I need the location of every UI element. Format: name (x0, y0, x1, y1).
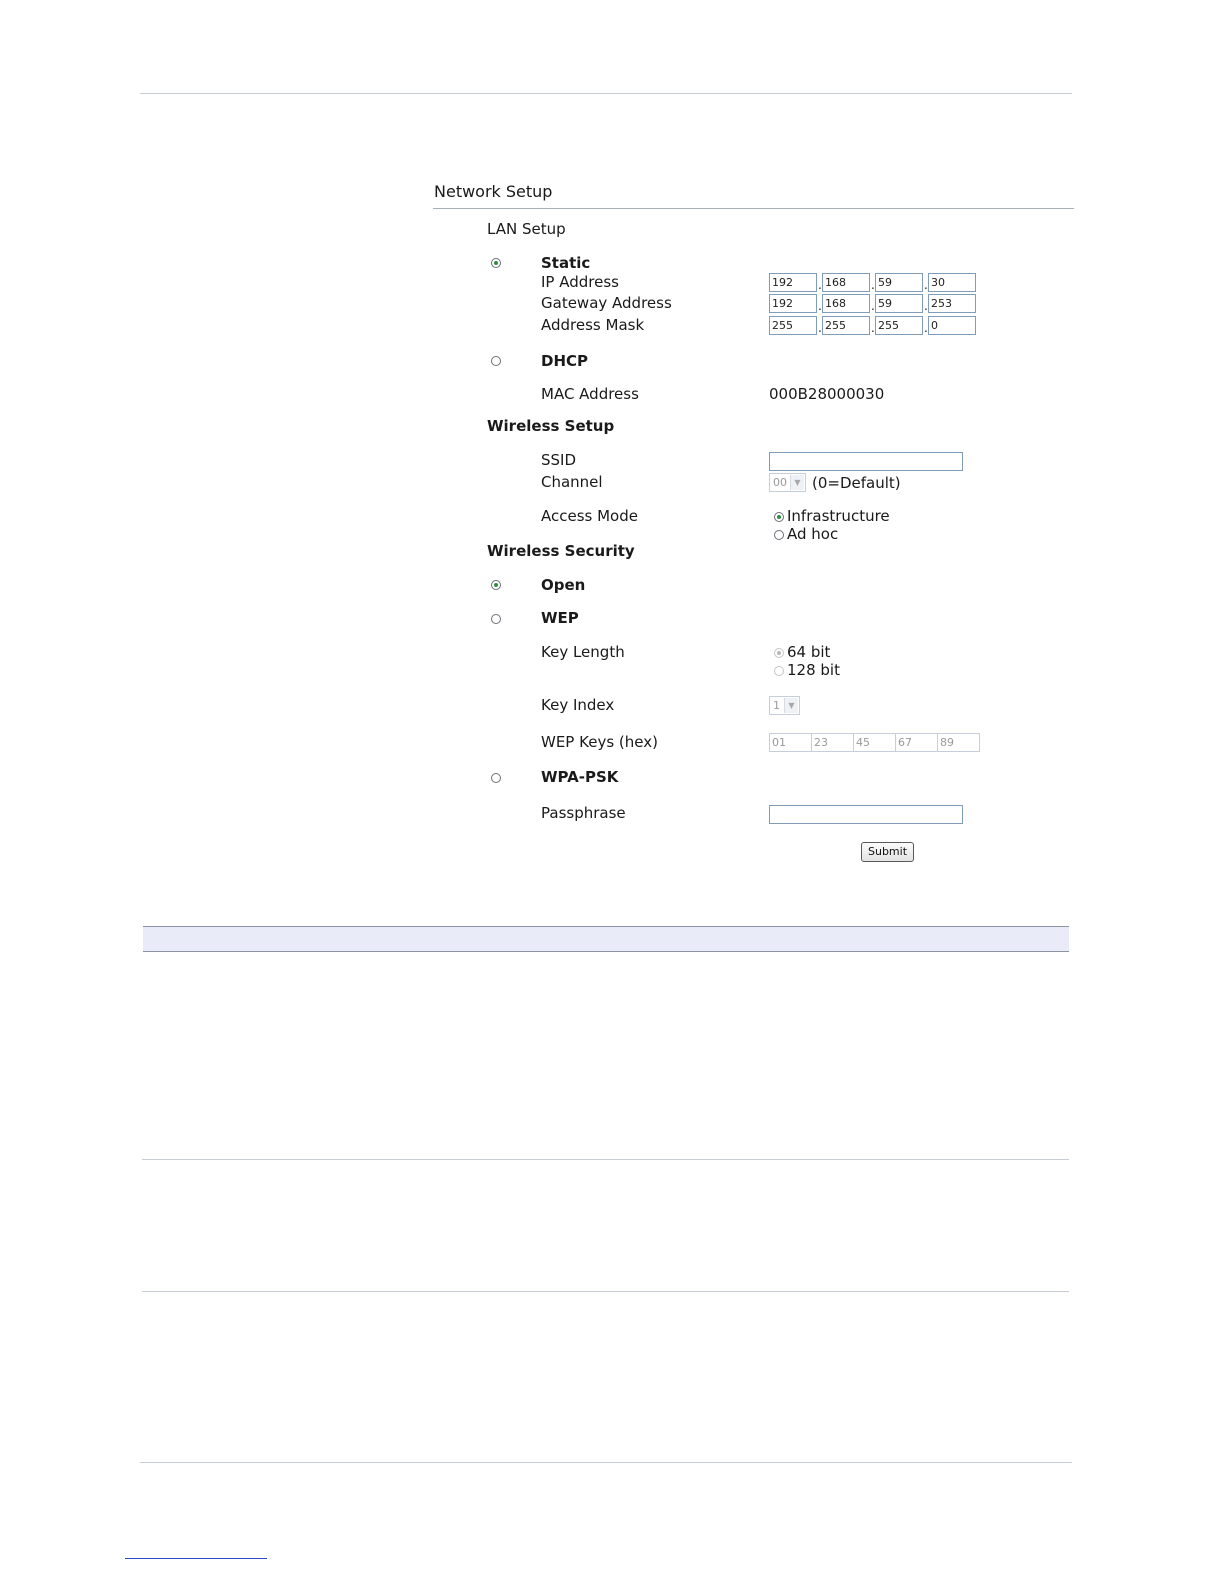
wep-key-5[interactable]: 89 (937, 733, 980, 752)
gateway-octet-4[interactable]: 253 (928, 294, 976, 313)
infrastructure-radio[interactable] (774, 512, 784, 522)
channel-label: Channel (541, 473, 603, 491)
ssid-input[interactable] (769, 452, 963, 471)
wep-key-1[interactable]: 01 (769, 733, 812, 752)
channel-select[interactable] (769, 473, 806, 492)
submit-button[interactable]: Submit (861, 842, 914, 862)
access-mode-label: Access Mode (541, 507, 638, 525)
static-label: Static (541, 254, 591, 272)
gateway-dot: . (871, 299, 875, 313)
key-128-radio[interactable] (774, 666, 784, 676)
wep-key-2[interactable]: 23 (811, 733, 854, 752)
dhcp-radio[interactable] (491, 356, 501, 366)
static-radio[interactable] (491, 258, 501, 268)
mac-address-value: 000B28000030 (769, 385, 885, 403)
lan-setup-heading: LAN Setup (487, 220, 566, 238)
key-64-label: 64 bit (787, 643, 831, 661)
mask-octet-4[interactable]: 0 (928, 316, 976, 335)
gateway-address-label: Gateway Address (541, 294, 672, 312)
bottom-rule (140, 1462, 1072, 1463)
ip-octet-2[interactable]: 168 (822, 273, 870, 292)
key-64-radio[interactable] (774, 648, 784, 658)
passphrase-label: Passphrase (541, 804, 626, 822)
address-mask-label: Address Mask (541, 316, 645, 334)
ip-dot: . (924, 278, 928, 292)
ip-octet-4[interactable]: 30 (928, 273, 976, 292)
wpa-psk-label: WPA-PSK (541, 768, 619, 786)
passphrase-input[interactable] (769, 805, 963, 824)
ip-dot: . (818, 278, 822, 292)
mask-dot: . (871, 321, 875, 335)
ip-dot: . (871, 278, 875, 292)
chevron-down-icon: ▼ (790, 475, 804, 490)
wep-radio[interactable] (491, 614, 501, 624)
mac-address-label: MAC Address (541, 385, 639, 403)
ip-octet-1[interactable]: 192 (769, 273, 817, 292)
wep-keys-label: WEP Keys (hex) (541, 733, 658, 751)
gateway-dot: . (818, 299, 822, 313)
table-row-rule (142, 1159, 1069, 1160)
title-rule (433, 208, 1074, 209)
chevron-down-icon: ▼ (784, 698, 798, 713)
mask-dot: . (924, 321, 928, 335)
key-index-label: Key Index (541, 696, 615, 714)
ssid-label: SSID (541, 451, 577, 469)
mask-octet-1[interactable]: 255 (769, 316, 817, 335)
gateway-octet-2[interactable]: 168 (822, 294, 870, 313)
page-title: Network Setup (434, 182, 553, 201)
mask-dot: . (818, 321, 822, 335)
dhcp-label: DHCP (541, 352, 589, 370)
channel-select-value: 00 (773, 476, 787, 489)
channel-hint: (0=Default) (812, 474, 901, 492)
table-header-band (143, 926, 1069, 952)
wep-key-3[interactable]: 45 (853, 733, 896, 752)
adhoc-radio[interactable] (774, 530, 784, 540)
wireless-setup-heading: Wireless Setup (487, 417, 615, 435)
wireless-security-heading: Wireless Security (487, 542, 635, 560)
open-radio[interactable] (491, 580, 501, 590)
ip-address-label: IP Address (541, 273, 619, 291)
top-rule (140, 93, 1072, 94)
ip-octet-3[interactable]: 59 (875, 273, 923, 292)
infrastructure-label: Infrastructure (787, 507, 890, 525)
wpa-psk-radio[interactable] (491, 773, 501, 783)
gateway-octet-1[interactable]: 192 (769, 294, 817, 313)
wep-label: WEP (541, 609, 579, 627)
footnote-rule (125, 1558, 267, 1559)
open-label: Open (541, 576, 586, 594)
gateway-dot: . (924, 299, 928, 313)
adhoc-label: Ad hoc (787, 525, 839, 543)
key-index-select-value: 1 (773, 699, 780, 712)
mask-octet-3[interactable]: 255 (875, 316, 923, 335)
key-index-select[interactable] (769, 696, 800, 715)
mask-octet-2[interactable]: 255 (822, 316, 870, 335)
wep-key-4[interactable]: 67 (895, 733, 938, 752)
table-row-rule (142, 1291, 1069, 1292)
gateway-octet-3[interactable]: 59 (875, 294, 923, 313)
key-128-label: 128 bit (787, 661, 840, 679)
key-length-label: Key Length (541, 643, 625, 661)
